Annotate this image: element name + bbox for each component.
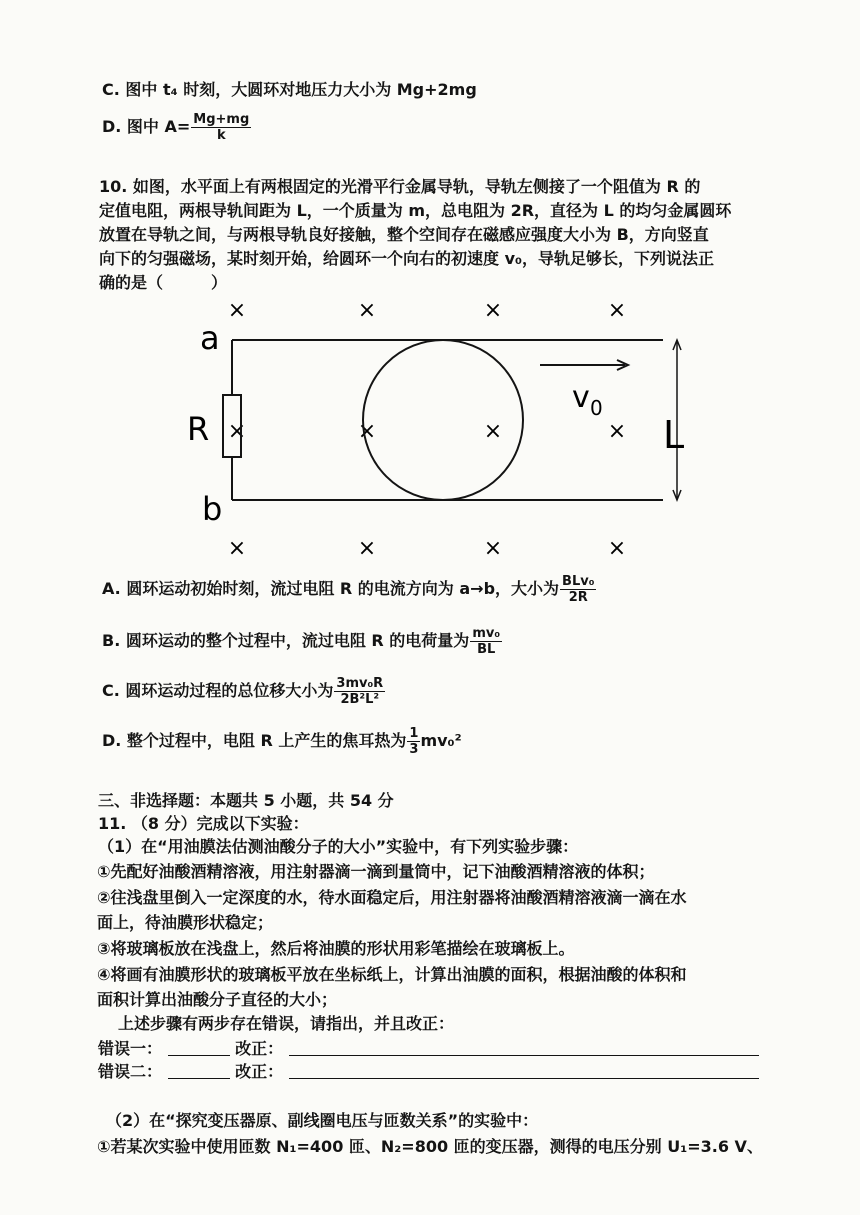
fraction-denominator: 2R	[568, 590, 588, 605]
error-1-blank[interactable]	[168, 1039, 230, 1056]
field-mark: ×	[607, 536, 627, 561]
error-row-2	[98, 1061, 759, 1083]
correction-prompt: 上述步骤有两步存在错误，请指出，并且改正：	[118, 1014, 455, 1033]
fix-2-label: 改正：	[235, 1062, 284, 1081]
part2-intro: （2）在“探究变压器原、副线圈电压与匝数关系”的实验中：	[106, 1111, 539, 1130]
step-2-continued: 面上，待油膜形状稳定；	[97, 913, 274, 932]
q10-stem-line-1: 10. 如图，水平面上有两根固定的光滑平行金属导轨，导轨左侧接了一个阻值为 R 的	[99, 177, 701, 196]
velocity-label: v	[572, 380, 590, 415]
field-mark: ×	[483, 298, 503, 323]
option-d-suffix: mv₀²	[420, 731, 462, 750]
error-2-blank[interactable]	[168, 1062, 230, 1079]
q9-option-d-prefix: D. 图中 A=	[102, 117, 191, 136]
q10-option-a	[102, 574, 596, 605]
fraction-numerator: 1	[409, 726, 419, 741]
section-heading: 三、非选择题：本题共 5 小题，共 54 分	[98, 791, 394, 810]
option-d-prefix: D. 整个过程中，电阻 R 上产生的焦耳热为	[102, 731, 407, 750]
q9-option-c: C. 图中 t₄ 时刻，大圆环对地压力大小为 Mg+2mg	[102, 80, 477, 99]
field-mark: ×	[483, 536, 503, 561]
q10-stem-line-4: 向下的匀强磁场，某时刻开始，给圆环一个向右的初速度 v₀，导轨足够长，下列说法正	[99, 249, 715, 268]
part1-intro: （1）在“用油膜法估测油酸分子的大小”实验中，有下列实验步骤：	[98, 837, 579, 856]
terminal-label-a: a	[200, 319, 220, 357]
q10-circuit-figure	[170, 295, 700, 570]
field-mark: ×	[357, 298, 377, 323]
step-3: ③将玻璃板放在浅盘上，然后将油膜的形状用彩笔描绘在玻璃板上。	[97, 939, 575, 958]
fraction-numerator: BLv₀	[562, 574, 595, 589]
q10-option-b	[102, 626, 502, 657]
field-mark: ×	[357, 536, 377, 561]
resistor-label: R	[187, 410, 210, 448]
field-mark: ×	[607, 419, 627, 444]
fix-1-blank[interactable]	[289, 1039, 759, 1056]
field-mark: ×	[227, 419, 247, 444]
fraction-denominator: BL	[477, 642, 496, 657]
step-1: ①先配好油酸酒精溶液，用注射器滴一滴到量筒中，记下油酸酒精溶液的体积；	[97, 862, 655, 881]
option-b-fraction	[470, 626, 502, 657]
option-a-prefix: A. 圆环运动初始时刻，流过电阻 R 的电流方向为 a→b，大小为	[102, 579, 560, 598]
fraction-numerator: Mg+mg	[193, 112, 250, 127]
error-1-label: 错误一：	[98, 1039, 163, 1058]
field-mark: ×	[607, 298, 627, 323]
q11-title: 11. （8 分）完成以下实验：	[98, 814, 309, 833]
field-mark: ×	[227, 298, 247, 323]
fix-1-label: 改正：	[235, 1039, 284, 1058]
error-row-1	[98, 1038, 759, 1060]
q10-stem-line-2: 定值电阻，两根导轨间距为 L，一个质量为 m，总电阻为 2R，直径为 L 的均匀金属圆环	[99, 201, 732, 220]
field-mark: ×	[357, 419, 377, 444]
step-4-continued: 面积计算出油酸分子直径的大小；	[97, 990, 338, 1009]
option-a-fraction	[560, 574, 596, 605]
fraction-denominator: k	[216, 128, 226, 143]
step-2: ②往浅盘里倒入一定深度的水，待水面稳定后，用注射器将油酸酒精溶液滴一滴在水	[97, 888, 687, 907]
option-d-fraction	[407, 726, 420, 757]
part2-line-1: ①若某次实验中使用匝数 N₁=400 匝、N₂=800 匝的变压器，测得的电压分别 U₁=3.6 V、	[97, 1137, 763, 1156]
field-mark: ×	[483, 419, 503, 444]
q10-option-d	[102, 726, 462, 757]
option-c-fraction	[334, 676, 385, 707]
q10-stem-line-5: 确的是（ ）	[99, 273, 228, 292]
fraction-denominator: 3	[409, 742, 419, 757]
option-c-prefix: C. 圆环运动过程的总位移大小为	[102, 681, 334, 700]
field-mark: ×	[227, 536, 247, 561]
terminal-label-b: b	[202, 490, 223, 528]
fraction-denominator: 2B²L²	[340, 692, 380, 707]
fraction-numerator: 3mv₀R	[336, 676, 384, 691]
q9-option-d	[102, 112, 251, 143]
option-b-prefix: B. 圆环运动的整个过程中，流过电阻 R 的电荷量为	[102, 631, 470, 650]
velocity-subscript: 0	[590, 396, 603, 420]
fraction-numerator: mv₀	[472, 626, 501, 641]
fix-2-blank[interactable]	[289, 1062, 759, 1079]
step-4: ④将画有油膜形状的玻璃板平放在坐标纸上，计算出油膜的面积，根据油酸的体积和	[97, 965, 687, 984]
q9-option-d-fraction	[191, 112, 251, 143]
q10-option-c	[102, 676, 385, 707]
width-label: L	[663, 413, 685, 457]
error-2-label: 错误二：	[98, 1062, 163, 1081]
q10-stem-line-3: 放置在导轨之间，与两根导轨良好接触，整个空间存在磁感应强度大小为 B，方向竖直	[99, 225, 709, 244]
